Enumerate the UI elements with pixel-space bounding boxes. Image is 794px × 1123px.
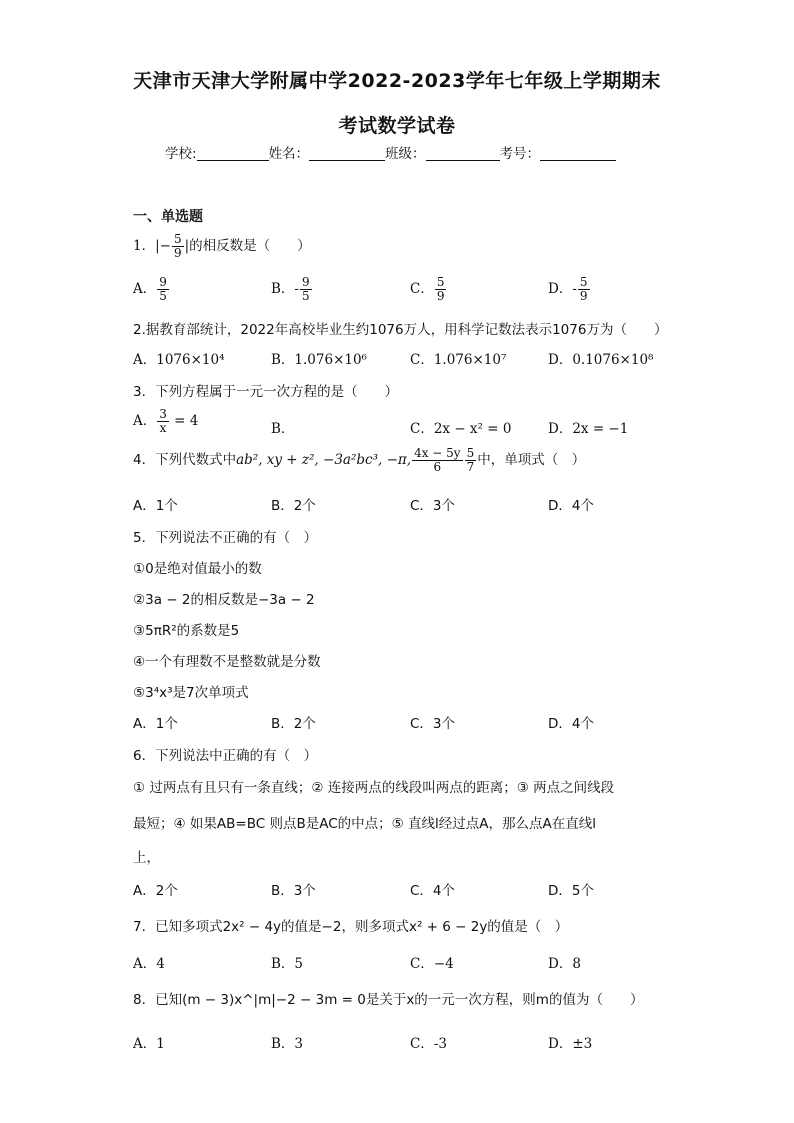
q4-frac2-den: 7 xyxy=(466,460,475,475)
q3-option-d[interactable]: D．2x = −1 xyxy=(548,421,629,437)
question-4 xyxy=(133,447,585,474)
q1-text: 的相反数是（ ） xyxy=(189,238,311,255)
q1-c-den: 9 xyxy=(436,289,445,304)
q5-statement-4: ④一个有理数不是整数就是分数 xyxy=(133,654,321,670)
q6-option-c[interactable]: C．4个 xyxy=(410,883,456,899)
q1-a-den: 5 xyxy=(159,289,167,304)
q7-option-a[interactable]: A．4 xyxy=(133,956,165,972)
q1-d-num: 5 xyxy=(579,275,588,289)
q1-a-num: 9 xyxy=(159,275,167,289)
q1-option-c[interactable] xyxy=(410,276,447,303)
q1-option-b[interactable] xyxy=(271,276,313,303)
q5-option-c[interactable]: C．3个 xyxy=(410,716,456,732)
question-5: 5．下列说法不正确的有（ ） xyxy=(133,530,318,546)
question-6: 6．下列说法中正确的有（ ） xyxy=(133,748,318,764)
q3-a-num: 3 xyxy=(159,407,167,421)
question-2: 2.据教育部统计，2022年高校毕业生约1076万人，用科学记数法表示1076万为（ ） xyxy=(133,322,668,338)
name-blank[interactable] xyxy=(309,146,385,161)
q4-frac1-num: 4x − 5y xyxy=(414,446,461,460)
school-label: 学校: xyxy=(165,146,197,162)
school-blank[interactable] xyxy=(197,146,269,161)
class-label: 班级： xyxy=(385,146,426,162)
q1-number: 1． xyxy=(133,238,156,255)
q2-option-b[interactable]: B．1.076×10⁶ xyxy=(271,352,367,368)
q3-option-b[interactable]: B． xyxy=(271,421,295,437)
q6-line-2: 最短；④ 如果AB=BC 则点B是AC的中点；⑤ 直线l经过点A，那么点A在直线l xyxy=(133,816,596,832)
q6-option-d[interactable]: D．5个 xyxy=(548,883,594,899)
q4-expressions: ab², xy + z², −3a²bc³, −π, xyxy=(236,452,412,469)
q1-c-label: C． xyxy=(410,281,434,298)
q1-b-den: 5 xyxy=(301,289,310,304)
name-label: 姓名： xyxy=(268,146,310,162)
number-label: 考号： xyxy=(499,146,541,162)
q3-a-rest: = 4 xyxy=(169,413,199,430)
q8-option-a[interactable]: A．1 xyxy=(133,1036,165,1052)
q1-frac-den: 9 xyxy=(173,246,182,261)
q4-prefix: 4．下列代数式中 xyxy=(133,452,237,469)
q2-option-d[interactable]: D．0.1076×10⁸ xyxy=(548,352,654,368)
q2-option-a[interactable]: A．1076×10⁴ xyxy=(133,352,225,368)
title-line-2: 考试数学试卷 xyxy=(338,115,456,137)
q8-option-d[interactable]: D．±3 xyxy=(548,1036,593,1052)
q4-frac2-num: 5 xyxy=(466,446,475,460)
question-8: 8．已知(m − 3)x^|m|−2 − 3m = 0是关于x的一元一次方程，则m的值为（ ） xyxy=(133,992,644,1008)
q5-statement-1: ①0是绝对值最小的数 xyxy=(133,561,262,577)
q1-frac-num: 5 xyxy=(173,232,182,246)
q2-option-c[interactable]: C．1.076×10⁷ xyxy=(410,352,507,368)
q1-d-den: 9 xyxy=(579,289,588,304)
q3-option-c[interactable]: C．2x − x² = 0 xyxy=(410,421,512,437)
q1-c-num: 5 xyxy=(436,275,445,289)
q5-statement-5: ⑤3⁴x³是7次单项式 xyxy=(133,685,249,701)
title-line-1: 天津市天津大学附属中学2022-2023学年七年级上学期期末 xyxy=(133,70,661,92)
q6-option-b[interactable]: B．3个 xyxy=(271,883,316,899)
q7-option-c[interactable]: C．−4 xyxy=(410,956,454,972)
q7-option-d[interactable]: D．8 xyxy=(548,956,581,972)
q5-statement-3: ③5πR²的系数是5 xyxy=(133,623,240,639)
q4-frac1-den: 6 xyxy=(433,460,442,475)
q1-abs-open: |− xyxy=(155,238,171,255)
number-blank[interactable] xyxy=(540,146,616,161)
q5-option-a[interactable]: A．1个 xyxy=(133,716,178,732)
q1-a-label: A． xyxy=(133,281,157,298)
q4-option-c[interactable]: C．3个 xyxy=(410,498,456,514)
q3-option-a[interactable] xyxy=(133,408,198,435)
question-1 xyxy=(133,233,311,260)
q1-abs-close: | xyxy=(184,238,190,255)
q5-option-d[interactable]: D．4个 xyxy=(548,716,594,732)
student-info xyxy=(165,142,616,162)
q1-b-num: 9 xyxy=(301,275,310,289)
class-blank[interactable] xyxy=(426,146,500,161)
q1-b-label: B．- xyxy=(271,281,299,298)
q4-option-d[interactable]: D．4个 xyxy=(548,498,594,514)
q8-option-b[interactable]: B．3 xyxy=(271,1036,304,1052)
q1-option-a[interactable] xyxy=(133,276,170,303)
q6-option-a[interactable]: A．2个 xyxy=(133,883,178,899)
q3-a-den: x xyxy=(159,421,167,436)
q4-suffix: 中，单项式（ ） xyxy=(477,452,586,469)
q4-option-b[interactable]: B．2个 xyxy=(271,498,316,514)
q4-option-a[interactable]: A．1个 xyxy=(133,498,178,514)
q6-line-1: ① 过两点有且只有一条直线；② 连接两点的线段叫两点的距离；③ 两点之间线段 xyxy=(133,780,615,796)
q5-option-b[interactable]: B．2个 xyxy=(271,716,316,732)
q3-a-label: A． xyxy=(133,413,157,430)
q5-statement-2: ②3a − 2的相反数是−3a − 2 xyxy=(133,592,315,608)
q1-option-d[interactable] xyxy=(548,276,591,303)
question-7: 7．已知多项式2x² − 4y的值是−2，则多项式x² + 6 − 2y的值是（ ） xyxy=(133,919,569,935)
q7-option-b[interactable]: B．5 xyxy=(271,956,304,972)
q1-d-label: D．- xyxy=(548,281,577,298)
section-heading: 一、单选题 xyxy=(133,209,203,225)
q1-fraction xyxy=(172,233,184,260)
q8-option-c[interactable]: C．-3 xyxy=(410,1036,447,1052)
q6-line-3: 上， xyxy=(133,850,160,866)
question-3: 3．下列方程属于一元一次方程的是（ ） xyxy=(133,384,399,400)
